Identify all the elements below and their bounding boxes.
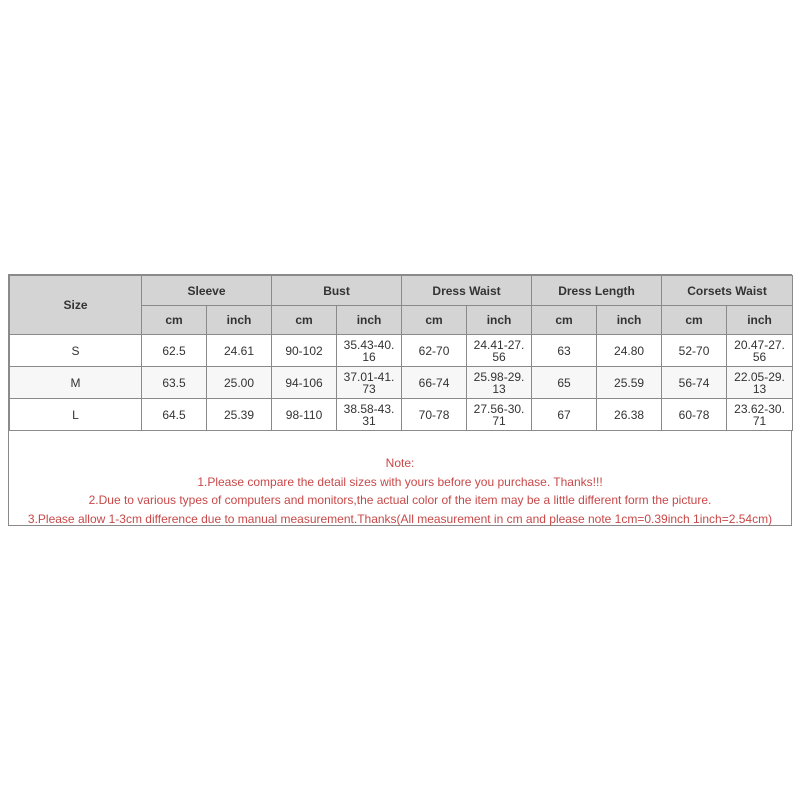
table-cell: 25.00 <box>207 367 272 399</box>
header-row-groups <box>10 276 793 306</box>
table-cell: 62-70 <box>402 335 467 367</box>
table-cell: 63.5 <box>142 367 207 399</box>
table-cell: 26.38 <box>597 399 662 431</box>
header-sleeve: Sleeve <box>142 276 272 306</box>
unit-header: inch <box>597 306 662 335</box>
table-row <box>10 367 793 399</box>
table-cell: 22.05-29. 13 <box>727 367 793 399</box>
table-cell: 20.47-27. 56 <box>727 335 793 367</box>
table-cell: 63 <box>532 335 597 367</box>
table-row <box>10 399 793 431</box>
header-dress-waist: Dress Waist <box>402 276 532 306</box>
table-cell: 65 <box>532 367 597 399</box>
table-cell: 24.80 <box>597 335 662 367</box>
table-cell: 70-78 <box>402 399 467 431</box>
table-cell: 60-78 <box>662 399 727 431</box>
table-cell: 23.62-30. 71 <box>727 399 793 431</box>
table-cell: 24.61 <box>207 335 272 367</box>
table-cell: 62.5 <box>142 335 207 367</box>
note-line-1: 1.Please compare the detail sizes with yours before you purchase. Thanks!!! <box>197 474 603 489</box>
header-size: Size <box>10 276 142 335</box>
table-cell: 25.39 <box>207 399 272 431</box>
table-cell: 67 <box>532 399 597 431</box>
table-cell: 52-70 <box>662 335 727 367</box>
table-cell: 25.59 <box>597 367 662 399</box>
table-cell: 94-106 <box>272 367 337 399</box>
unit-header: cm <box>532 306 597 335</box>
header-dress-length: Dress Length <box>532 276 662 306</box>
unit-header: cm <box>662 306 727 335</box>
table-cell: 37.01-41. 73 <box>337 367 402 399</box>
size-table <box>9 275 793 431</box>
table-cell: 35.43-40. 16 <box>337 335 402 367</box>
size-cell: L <box>10 399 142 431</box>
table-cell: 24.41-27. 56 <box>467 335 532 367</box>
table-cell: 38.58-43. 31 <box>337 399 402 431</box>
unit-header: cm <box>142 306 207 335</box>
table-cell: 56-74 <box>662 367 727 399</box>
table-cell: 98-110 <box>272 399 337 431</box>
table-cell: 27.56-30. 71 <box>467 399 532 431</box>
unit-header: inch <box>337 306 402 335</box>
table-cell: 25.98-29. 13 <box>467 367 532 399</box>
note-line-3: 3.Please allow 1-3cm difference due to manual measurement.Thanks(All measurement in cm and please note 1cm=0.39inch 1inch=2.54cm) <box>27 511 773 526</box>
size-cell: S <box>10 335 142 367</box>
note-line-2: 2.Due to various types of computers and monitors,the actual color of the item may be a little different form the picture. <box>88 493 712 507</box>
unit-header: inch <box>727 306 793 335</box>
size-cell: M <box>10 367 142 399</box>
table-row <box>10 335 793 367</box>
table-cell: 66-74 <box>402 367 467 399</box>
unit-header: inch <box>467 306 532 335</box>
unit-header: cm <box>402 306 467 335</box>
table-cell: 64.5 <box>142 399 207 431</box>
size-chart <box>8 274 792 526</box>
header-bust: Bust <box>272 276 402 306</box>
header-corsets-waist: Corsets Waist <box>662 276 793 306</box>
unit-header: cm <box>272 306 337 335</box>
note-title: Note: <box>385 456 415 470</box>
table-cell: 90-102 <box>272 335 337 367</box>
unit-header: inch <box>207 306 272 335</box>
note-section <box>9 435 791 525</box>
